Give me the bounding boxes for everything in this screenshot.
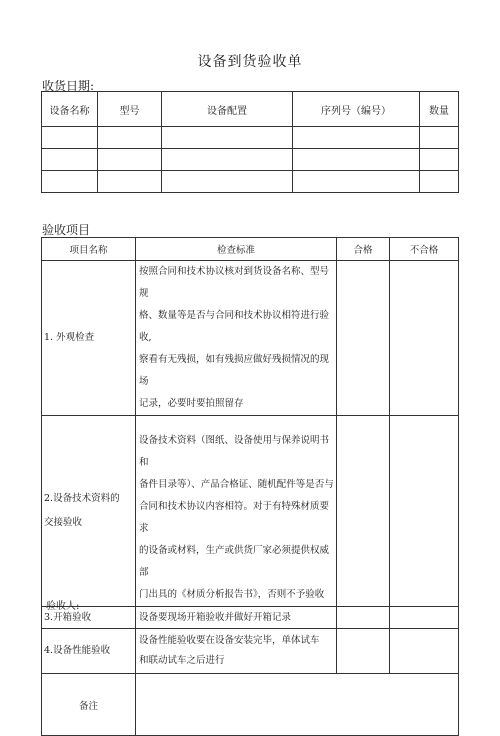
inspection-table [41, 237, 459, 736]
standard-line: 记录，必要时要拍照留存 [139, 398, 244, 409]
header-configuration: 设备配置 [162, 92, 293, 127]
standard-line: 设备要现场开箱验收并做好开箱记录 [139, 611, 292, 623]
standard-line: 格、数量等是否与合同和技术协议相符进行验收, [139, 310, 330, 343]
standard-line: 察看有无残损，如有残损应做好残损情况的现场 [139, 354, 330, 387]
configuration-cell[interactable] [162, 149, 293, 171]
inspection-row-performance [42, 629, 459, 674]
standard-line: 设备性能验收要在设备安装完毕，单体试车 [139, 635, 320, 646]
item-name-cell [42, 261, 136, 416]
equipment-name-cell[interactable] [42, 171, 98, 193]
standard-cell [136, 629, 337, 674]
item-name-line: 3.开箱验收 [44, 611, 92, 623]
equipment-header-row [42, 92, 459, 127]
item-name-line: 交接验收 [44, 517, 83, 528]
standard-line: 按照合同和技术协议核对到货设备名称、型号规 [139, 266, 330, 299]
standard-cell [136, 416, 337, 607]
equipment-name-cell[interactable] [42, 149, 98, 171]
header-item-name: 项目名称 [42, 238, 136, 261]
fail-cell[interactable] [390, 629, 459, 674]
serial-number-cell[interactable] [293, 171, 420, 193]
remarks-label: 备注 [42, 674, 136, 736]
inspection-row-appearance [42, 261, 459, 416]
standard-line: 设备技术资料（图纸、设备使用与保养说明书和 [139, 435, 330, 468]
item-name-line: 1. 外观检查 [44, 332, 95, 343]
standard-cell [136, 607, 337, 629]
fail-cell[interactable] [390, 607, 459, 629]
remarks-field[interactable] [136, 674, 459, 736]
header-serial-number: 序列号（编号） [293, 92, 420, 127]
standard-line: 合同和技术协议内容相符。对于有特殊材质要求 [139, 501, 330, 534]
model-cell[interactable] [98, 149, 162, 171]
header-equipment-name: 设备名称 [42, 92, 98, 127]
header-pass: 合格 [337, 238, 390, 261]
fail-cell[interactable] [390, 416, 459, 607]
receiver-label: 验收人: [46, 601, 80, 612]
standard-line: 备件目录等）、产品合格证、随机配件等是否与 [139, 479, 334, 490]
table-row [42, 171, 459, 193]
equipment-name-cell[interactable] [42, 127, 98, 149]
item-name-cell [42, 416, 136, 607]
pass-cell[interactable] [337, 629, 390, 674]
standard-line: 门出具的《材质分析报告书》，否则不予验收 [139, 589, 325, 600]
quantity-cell[interactable] [420, 127, 459, 149]
table-row [42, 149, 459, 171]
quantity-cell[interactable] [420, 171, 459, 193]
inspection-row-unboxing [42, 607, 459, 629]
header-model: 型号 [98, 92, 162, 127]
standard-line: 和联动试车之后进行 [139, 655, 225, 666]
standard-cell [136, 261, 337, 416]
pass-cell[interactable] [337, 261, 390, 416]
model-cell[interactable] [98, 127, 162, 149]
inspection-row-documents [42, 416, 459, 607]
configuration-cell[interactable] [162, 127, 293, 149]
table-row [42, 127, 459, 149]
inspection-header-row [42, 238, 459, 261]
header-standard: 检查标准 [136, 238, 337, 261]
receipt-date-label: 收货日期: [42, 79, 95, 93]
serial-number-cell[interactable] [293, 127, 420, 149]
fail-cell[interactable] [390, 261, 459, 416]
header-quantity: 数量 [420, 92, 459, 127]
pass-cell[interactable] [337, 416, 390, 607]
pass-cell[interactable] [337, 607, 390, 629]
inspection-items-label: 验收项目 [42, 223, 91, 237]
item-name-line: 2.设备技术资料的 [44, 493, 120, 504]
standard-line: 的设备或材料，生产或供货厂家必须提供权威部 [139, 545, 330, 578]
item-name-line: 4.设备性能验收 [44, 645, 111, 656]
header-fail: 不合格 [390, 238, 459, 261]
configuration-cell[interactable] [162, 171, 293, 193]
remarks-row [42, 674, 459, 736]
quantity-cell[interactable] [420, 149, 459, 171]
equipment-table [41, 91, 459, 193]
item-name-cell [42, 629, 136, 674]
serial-number-cell[interactable] [293, 149, 420, 171]
page-title: 设备到货验收单 [197, 54, 303, 70]
model-cell[interactable] [98, 171, 162, 193]
